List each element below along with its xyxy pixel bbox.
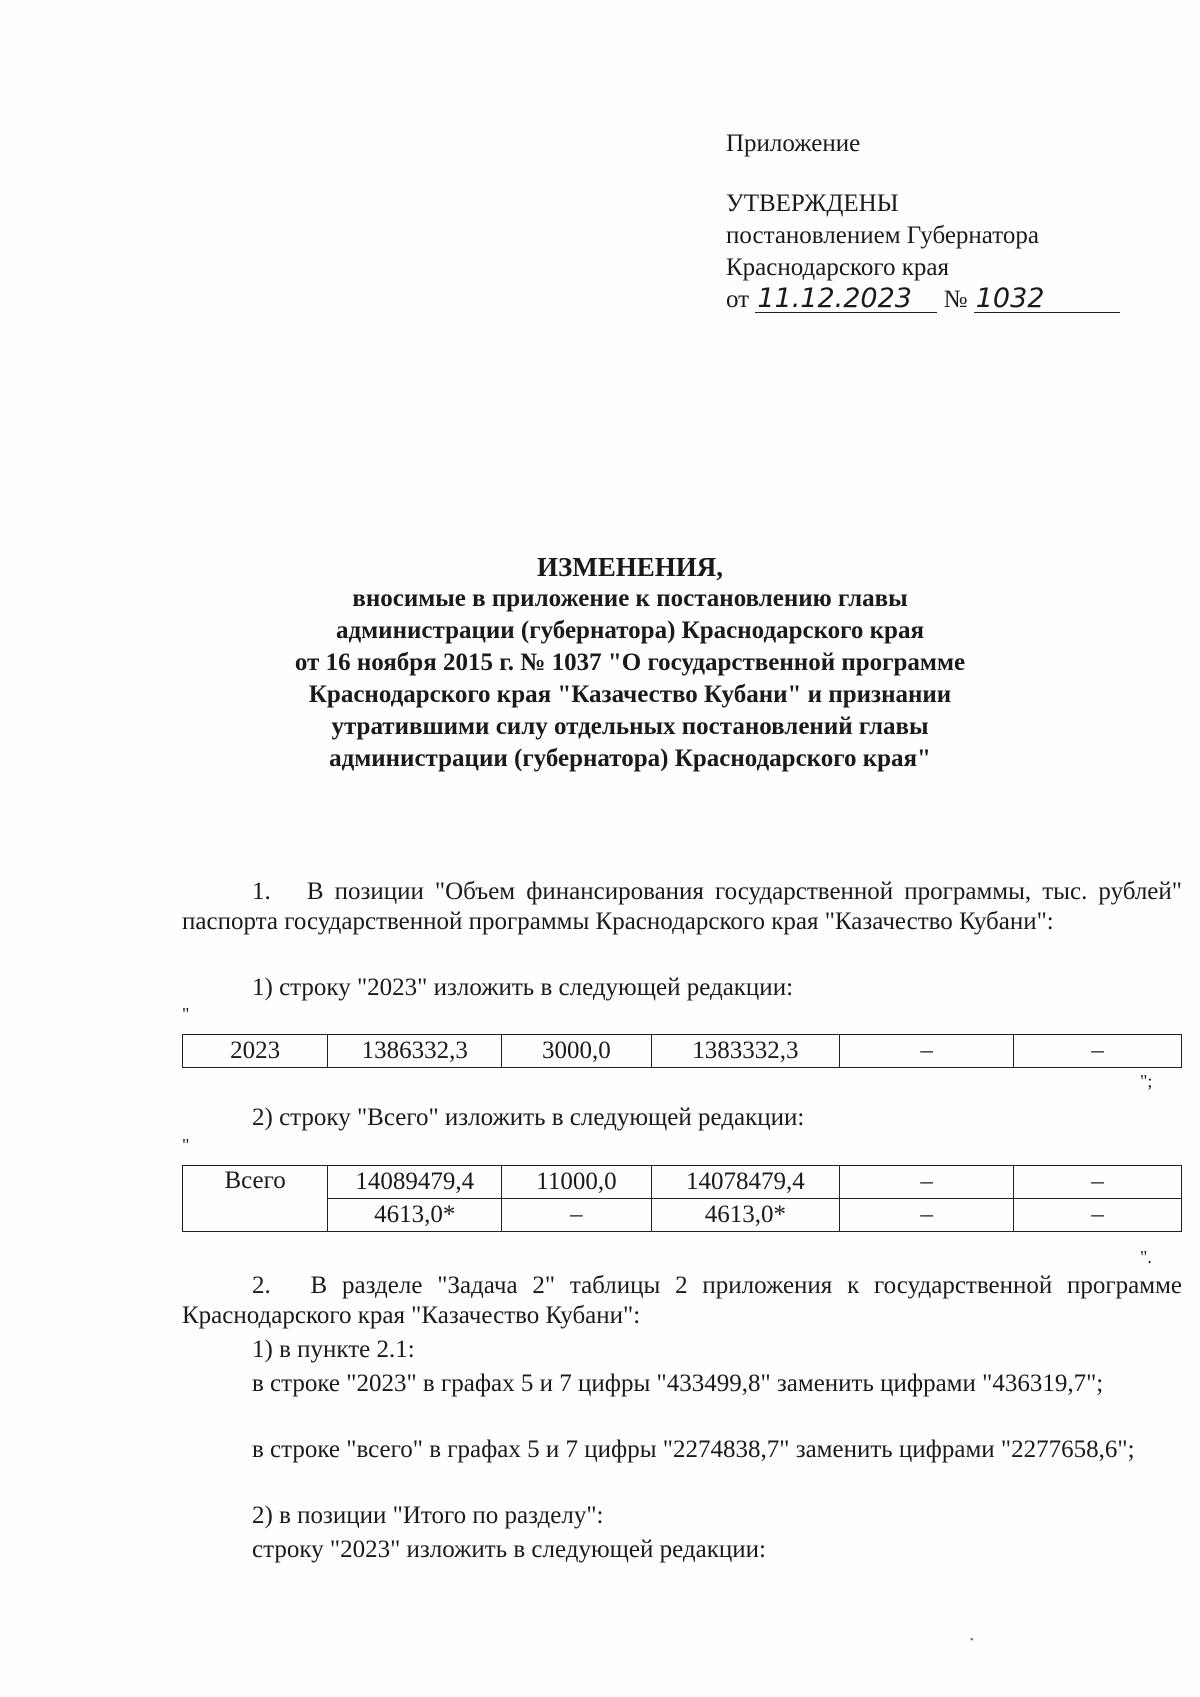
appendix-label: Приложение [726,130,861,157]
table-cell-label: Всего [183,1166,328,1232]
title-line: Краснодарского края "Казачество Кубани" и признании [308,681,952,708]
table-row [183,1166,1182,1199]
section-1-item-2: 2) строку "Всего" изложить в следующей редакции: [252,1104,805,1131]
title-line: администрации (губернатора) Краснодарского края [336,617,924,644]
table-cell: 4613,0* [651,1199,839,1232]
section-2-line-b: в строке "всего" в графах 5 и 7 цифры "2274838,7" заменить цифрами "2277658,6"; [252,1436,1135,1463]
title-line: вносимые в приложение к постановлению главы [352,585,908,612]
table-cell: – [1014,1199,1182,1232]
table-cell: 2023 [183,1035,328,1068]
table-cell: – [840,1166,1014,1199]
section-2-line-a: в строке "2023" в графах 5 и 7 цифры "433499,8" заменить цифрами "436319,7"; [252,1370,1104,1397]
table-cell: 4613,0* [328,1199,502,1232]
approved-label: УТВЕРЖДЕНЫ [726,190,899,217]
close-quote-2: ". [1140,1247,1152,1267]
approval-date-line [726,284,1120,316]
title-line: администрации (губернатора) Краснодарского края" [329,745,931,772]
table-cell: – [1014,1166,1182,1199]
section-2-item-1: 1) в пункте 2.1: [252,1336,415,1363]
title-line: от 16 ноября 2015 г. № 1037 "О государственной программе [294,649,966,676]
section-1-paragraph: 1. В позиции "Объем финансирования государственной программы, тыс. рублей" паспорта государственной программы Краснодарского края "Казачество Кубани": [182,878,1182,935]
table-cell: – [1014,1035,1182,1068]
document-title [240,551,1020,775]
approved-region-line: Краснодарского края [726,254,949,281]
table-row [183,1035,1182,1068]
table-cell: – [502,1199,651,1232]
table-cell: 1386332,3 [328,1035,502,1068]
handwritten-date: 11.12.2023 [755,286,937,313]
section-2-paragraph: 2. В разделе "Задача 2" таблицы 2 приложения к государственной программе Краснодарского края "Казачество Кубани": [182,1272,1182,1329]
section-2-item-2: 2) в позиции "Итого по разделу": [252,1502,604,1529]
table-cell: 14078479,4 [651,1166,839,1199]
approval-stamp [726,128,1120,316]
scan-speck: • [970,1635,974,1646]
table-total-rows [182,1165,1182,1232]
date-prefix: от [726,286,750,313]
handwritten-number: 1032 [974,286,1120,313]
table-row [183,1199,1182,1232]
approved-by-line: постановлением Губернатора [726,222,1039,249]
table-cell: – [840,1035,1014,1068]
close-quote-1: "; [1140,1071,1153,1091]
open-quote-2: " [182,1135,190,1155]
title-heading: ИЗМЕНЕНИЯ, [536,552,723,582]
table-cell: 1383332,3 [651,1035,839,1068]
table-cell: 3000,0 [502,1035,651,1068]
section-2-line-c: строку "2023" изложить в следующей редакции: [252,1536,766,1563]
open-quote-1: " [182,1004,190,1024]
title-line: утратившими силу отдельных постановлений главы [331,713,929,740]
table-cell: – [840,1199,1014,1232]
section-1-item-1: 1) строку "2023" изложить в следующей редакции: [252,974,794,1001]
number-sign: № [943,286,968,313]
table-cell: 14089479,4 [328,1166,502,1199]
table-2023-row [182,1034,1182,1068]
table-cell: 11000,0 [502,1166,651,1199]
